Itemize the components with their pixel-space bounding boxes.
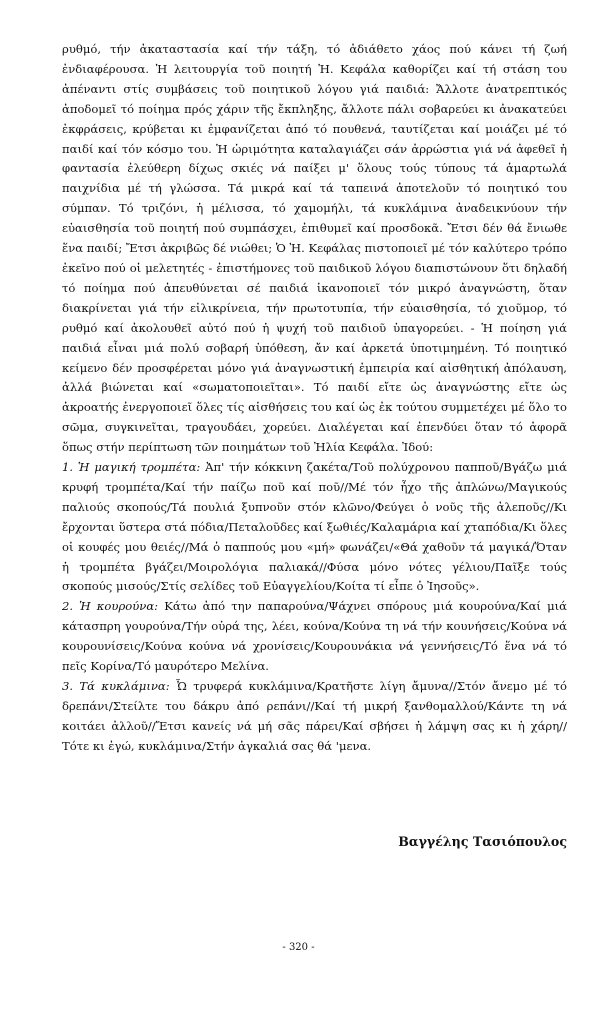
poem-3 [62,677,567,757]
page-number: - 320 - [282,942,315,953]
poem-3-title: 3. Τά κυκλάμινα: [62,679,170,693]
poem-2 [62,597,567,677]
poem-1-text: Ἀπ' τήν κόκκινη ζακέτα/Τοῦ πολύχρονου παπποῦ/Βγάζω μιά κρυφή τρομπέτα/Καί τήν παίζω ποῦ καί ποῦ//Μέ τόν ἦχο τῆς ἀπλώνω/Μαγικούς παλιούς σκοπούς/Τά πουλιά ξυπνοῦν στόν κλῶνο/Φεύγει ὁ νοῦς τῆς ἀλεποῦς//Κι ἔρχονται ὕστερα στά πόδια/Πεταλοῦδες καί ξωθιές/Καλαμάρια καί χταπόδια/Κι ὅλες οἱ κουφές μου θειές//Μά ὁ παππούς μου «μή» φωνάζει/«Θά χαθοῦν τά μαγικά/Ὅταν ἡ τρομπέτα βγάζει/Μοιρολόγια παλιακά//Φύσα μόνο νότες γέλιου/Παῖξε τούς σκοπούς μισούς/Στίς σελίδες τοῦ Εὐαγγελίου/Κοίτα τί εἶπε ὁ Ἰησοῦς». [62,460,567,594]
poem-1-title: 1. Ἡ μαγική τρομπέτα: [62,460,201,475]
poem-2-title: 2. Ἡ κουρούνα: [62,599,159,614]
poem-1 [62,458,567,597]
body-paragraph: ρυθμό, τήν ἀκαταστασία καί τήν τάξη, τό ἀδιάθετο χάος πού κάνει τή ζωή ἐνδιαφέρουσα. Ἡ λειτουργία τοῦ ποιητή Ἠ. Κεφάλα καθορίζει καί τή στάση του ἀπέναντι στίς συμβάσεις τοῦ ποιητικοῦ λόγου γιά παιδιά: Ἄλλοτε ἀνατρεπτικός ἀποδομεῖ τό ποίημα πρός χάριν τῆς ἔκπληξης, ἄλλοτε πάλι σοβαρεύει κι ἀνακατεύει ἐκφράσεις, κρύβεται κι ἐμφανίζεται ἀπό τό πουθενά, ταυτίζεται καί μοιάζει μέ τό παιδί καί τόν κόσμο του. Ἡ ὡριμότητα καταλαγιάζει σάν ἀρρώστια γιά νά ἀφεθεῖ ἡ φαντασία ἐλεύθερη δίχως σκιές νά παίξει μ' ὅλους τούς τύπους τά ἁμαρτωλά παιχνίδια μέ τή γλώσσα. Τά μικρά καί τά ταπεινά ἀποτελοῦν τό ποιητικό του σύμπαν. Τό τριζόνι, ἡ μέλισσα, τό χαμομήλι, τά κυκλάμινα ἀναδεικνύουν τήν εὐαισθησία τοῦ ποιητή πού συμπάσχει, ἐπιθυμεῖ καί προσδοκᾶ. Ἔτσι δέν θά ἔνιωθε ἕνα παιδί; Ἔτσι ἀκριβῶς δέ νιώθει; Ὁ Ἠ. Κεφάλας πιστοποιεῖ μέ τόν καλύτερο τρόπο ἐκεῖνο πού οἱ μελετητές - ἐπιστήμονες τοῦ παιδικοῦ λόγου διαπιστώνουν ὅτι δηλαδή τό ποίημα πού ἀπευθύνεται σέ παιδιά ἱκανοποιεῖ τόν μικρό ἀναγνώστη, ὅταν διακρίνεται γιά τήν εἰλικρίνεια, τήν πρωτοτυπία, τήν εὐαισθησία, τό χιοῦμορ, τό ρυθμό καί ἀκολουθεῖ αὐτό πού ἡ ψυχή τοῦ παιδιοῦ ὑπαγορεύει. - Ἡ ποίηση γιά παιδιά εἶναι μιά πολύ σοβαρή ὑπόθεση, ἄν καί ἀρκετά ὑποτιμημένη. Τό ποιητικό κείμενο δέν προσφέρεται μόνο γιά ἀναγνωστική ἐμπειρία καί αἰσθητική ἀπόλαυση, ἀλλά βιώνεται καί «σωματοποιεῖται». Τό παιδί εἴτε ὡς ἀναγνώστης εἴτε ὡς ἀκροατής ἐνεργοποιεῖ ὅλες τίς αἰσθήσεις του καί ὡς ἐκ τούτου συμμετέχει μέ ὅλο το σῶμα, συγκινεῖται, τραγουδάει, χορεύει. Διαλέγεται καί ἐπενδύει ὅταν τό ἀφορᾶ ὅπως στήν περίπτωση τῶν ποιημάτων τοῦ Ἠλία Κεφάλα. Ἰδού: [62,42,567,455]
author-signature: Βαγγέλης Τασιόπουλος [398,834,567,849]
article-body [62,40,567,757]
poem-3-text: Ὦ τρυφερά κυκλάμινα/Κρατῆστε λίγη ἄμυνα//Στόν ἄνεμο μέ τό δρεπάνι/Στείλτε του δάκρυ ἀπό ρεπάνι//Καί τή μικρή ξανθομαλλού/Κάντε τη νά κοιτάει ἀλλοῦ//Ἔτσι κανείς νά μή σᾶς πάρει/Καί σβήσει ἡ λάμψη σας κι ἡ χάρη//Τότε κι ἐγώ, κυκλάμινα/Στήν ἀγκαλιά σας θά 'μενα. [62,679,567,753]
poem-2-text: Κάτω ἀπό την παπαρούνα/Ψάχνει σπόρους μιά κουρούνα/Καί μιά κάτασπρη γουρούνα/Τήν οὐρά της, λέει, κούνα/Κούνα τη νά τήν κουνήσεις/Κούνα νά κουρουνίσεις/Κούνα κούνα νά χρονίσεις/Κουρουνάκια νά γεννήσεις/Τό ἕνα νά τό πεῖς Κορίνα/Τό μαυρότερο Μελίνα. [62,599,567,674]
